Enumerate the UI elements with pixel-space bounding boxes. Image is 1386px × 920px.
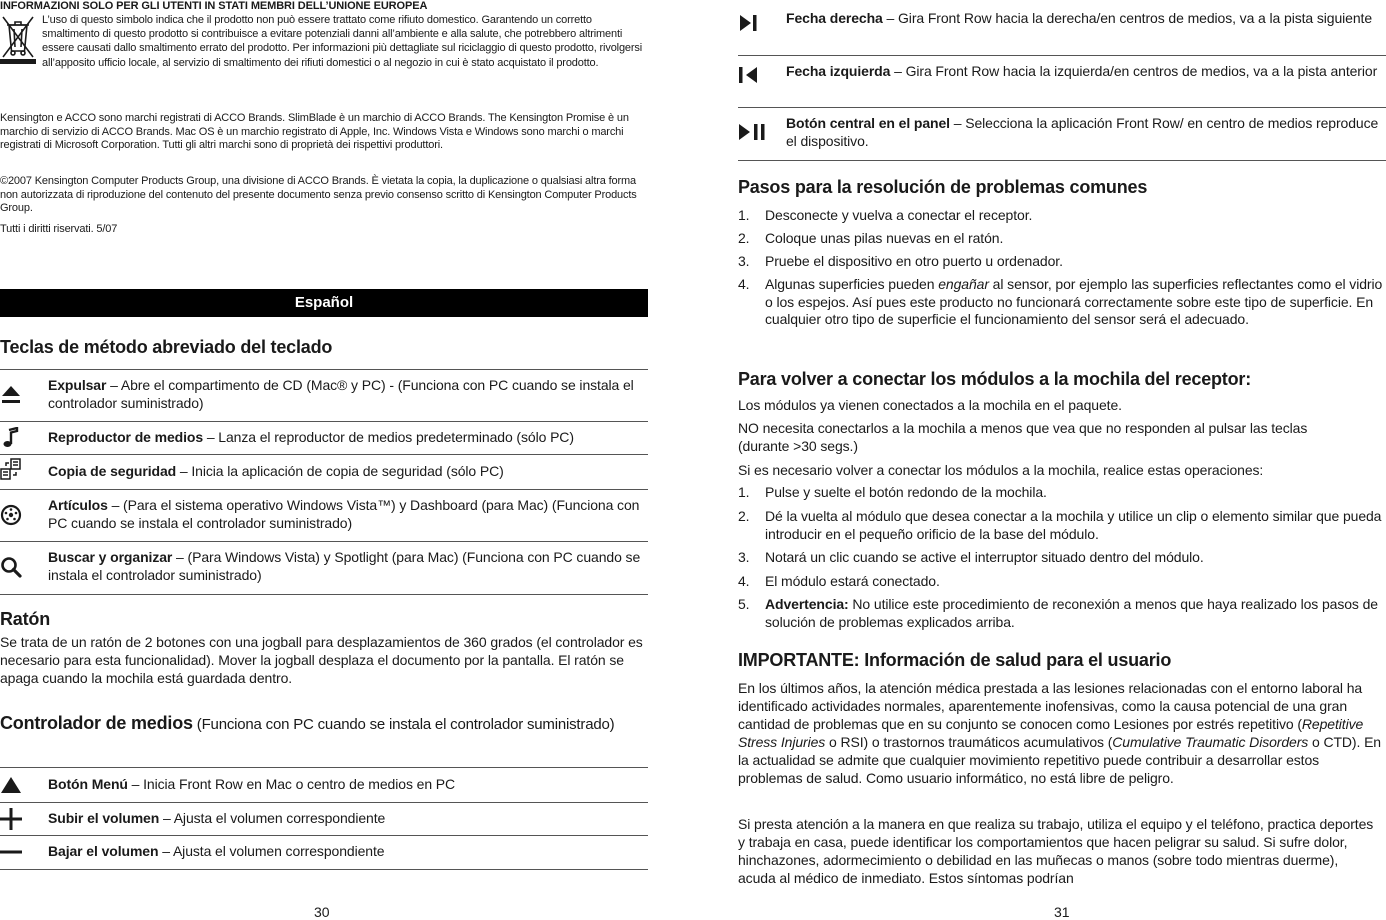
shortcut-label: Reproductor de medios <box>48 429 204 445</box>
language-band: Español <box>0 289 648 317</box>
health-heading: IMPORTANTE: Información de salud para el usuario <box>738 650 1172 670</box>
mouse-body: Se trata de un ratón de 2 botones con una jogball para desplazamientos de 360 grados (el controlador es necesario para esta funcionalidad). Mover la jogball desplaza el documento por la pantalla. El ratón se apaga cuando la mochila está guardada dentro. <box>0 634 643 686</box>
navigation-controls-table <box>738 2 1386 161</box>
reconnect-paragraph: Los módulos ya vienen conectados a la mochila en el paquete. <box>738 397 1122 413</box>
shortcut-desc: – Inicia la aplicación de copia de seguridad (sólo PC) <box>176 463 504 479</box>
shortcut-row-media-player <box>0 422 648 455</box>
reconnect-paragraph: NO necesita conectarlos a la mochila a menos que vea que no responden al pulsar las teclas (durante >30 segs.) <box>738 420 1308 454</box>
shortcuts-heading: Teclas de método abreviado del teclado <box>0 337 333 357</box>
health-paragraph: En los últimos años, la atención médica prestada a las lesiones relacionadas con el entorno laboral ha identificado actividades normales, aparentemente inofensivas, como la causa potencial de una gran cantidad de problemas que en su conjunto se conocen como Lesiones por estrés repetitivo (Repetitive Stress Injuries o RSI) o trastornos traumáticos acumulativos (Cumulative Traumatic Disorders o CTD). En la actualidad se admite que cualquier movimiento repetitivo puede contribuir a desarrollar estos problemas de salud. Como usuario informático, no está libre de peligro. <box>738 680 1381 786</box>
page-number-right: 31 <box>1054 904 1070 920</box>
nav-label: Fecha derecha <box>786 10 883 26</box>
media-heading-note: (Funciona con PC cuando se instala el controlador suministrado) <box>192 716 615 733</box>
shortcut-label: Expulsar <box>48 377 107 393</box>
shortcut-row-search <box>0 542 648 595</box>
backup-icon <box>0 458 22 480</box>
shortcut-row-eject <box>0 370 648 422</box>
minus-icon <box>0 841 22 863</box>
nav-label: Fecha izquierda <box>786 63 891 79</box>
media-desc: – Inicia Front Row en Mac o centro de medios en PC <box>127 776 456 792</box>
copyright-text: ©2007 Kensington Computer Products Group, una divisione di ACCO Brands. È vietata la copia, la duplicazione o qualsiasi altra forma non autorizzata di riproduzione del contenuto del presente documento senza previo consenso scritto di Kensington Computer Products Group. <box>0 175 637 215</box>
shortcut-desc: – Abre el compartimento de CD (Mac® y PC) - (Funciona con PC cuando se instala el controlador suministrado) <box>48 377 634 411</box>
mouse-heading: Ratón <box>0 609 50 629</box>
shortcut-row-widgets <box>0 490 648 542</box>
next-track-icon <box>738 12 760 34</box>
eject-icon <box>0 384 22 406</box>
eu-notice-title: INFORMAZIONI SOLO PER GLI UTENTI IN STATI MEMBRI DELL’UNIONE EUROPEA <box>0 0 428 12</box>
search-icon <box>0 556 22 578</box>
shortcut-desc: – Lanza el reproductor de medios predeterminado (sólo PC) <box>203 429 574 445</box>
nav-desc: – Gira Front Row hacia la izquierda/en centros de medios, va a la pista anterior <box>890 63 1378 79</box>
media-controls-table <box>0 767 648 870</box>
plus-icon <box>0 808 22 830</box>
troubleshoot-heading: Pasos para la resolución de problemas comunes <box>738 177 1148 197</box>
media-heading-title: Controlador de medios <box>0 713 193 733</box>
media-desc: – Ajusta el volumen correspondiente <box>159 810 386 826</box>
media-desc: – Ajusta el volumen correspondiente <box>158 843 385 859</box>
nav-row-right <box>738 2 1386 56</box>
reconnect-paragraph: Si es necesario volver a conectar los módulos a la mochila, realice estas operaciones: <box>738 462 1264 478</box>
nav-desc: – Gira Front Row hacia la derecha/en centros de medios, va a la pista siguiente <box>882 10 1373 26</box>
page-number-left: 30 <box>314 904 330 920</box>
shortcut-label: Buscar y organizar <box>48 549 173 565</box>
media-label: Subir el volumen <box>48 810 160 826</box>
crossed-bin-icon <box>0 13 36 65</box>
previous-track-icon <box>738 64 760 86</box>
media-label: Botón Menú <box>48 776 128 792</box>
play-pause-icon <box>738 121 768 143</box>
shortcut-label: Copia de seguridad <box>48 463 177 479</box>
media-row-volume-down <box>0 836 648 870</box>
music-note-icon <box>0 427 22 449</box>
eu-notice-body: L’uso di questo simbolo indica che il prodotto non può essere trattato come rifiuto domestico. Garantendo un corretto smaltimento di questo prodotto si contribuisce a evitare potenziali danni all’ambiente e alla salute, che potrebbero altrimenti essere causati dallo smaltimento errato del prodotto. Per informazioni più dettagliate sul riciclaggio di questo prodotto, rivolgersi all’apposito ufficio locale, al servizio di smaltimento dei rifiuti domestici o al negozio in cui è stato acquistato il prodotto. <box>42 14 643 69</box>
shortcuts-table <box>0 369 648 595</box>
shortcut-label: Artículos <box>48 497 108 513</box>
nav-label: Botón central en el panel <box>786 115 950 131</box>
nav-row-left <box>738 56 1386 108</box>
reconnect-heading: Para volver a conectar los módulos a la mochila del receptor: <box>738 369 1251 389</box>
menu-triangle-icon <box>0 774 22 796</box>
media-row-volume-up <box>0 803 648 836</box>
nav-desc: – Selecciona la aplicación Front Row/ en centro de medios reproduce el dispositivo. <box>786 115 1379 149</box>
shortcut-desc: – (Para el sistema operativo Windows Vista™) y Dashboard (para Mac) (Funciona con PC cuando se instala el controlador suministrado) <box>48 497 640 531</box>
rights-text: Tutti i diritti riservati. 5/07 <box>0 223 118 235</box>
media-heading <box>0 710 648 738</box>
trademarks-text: Kensington e ACCO sono marchi registrati di ACCO Brands. SlimBlade è un marchio di ACCO Brands. The Kensington Promise è un marchio di servizio di ACCO Brands. Mac OS è un marchio registrato di Apple, Inc. Windows Vista e Windows sono marchi o marchi registrati di Microsoft Corporation. Tutti gli altri marchi sono di proprietà dei rispettivi produttori. <box>0 112 629 152</box>
dashboard-icon <box>0 504 22 526</box>
shortcut-desc: – (Para Windows Vista) y Spotlight (para Mac) (Funciona con PC cuando se instala el controlador suministrado) <box>48 549 641 583</box>
health-paragraph: Si presta atención a la manera en que realiza su trabajo, utiliza el equipo y el teléfono, practica deportes y trabaja en casa, puede identificar los comportamientos que hacen peligrar su salud. Si sufre dolor, hinchazones, adormecimiento o debilidad en las muñecas o manos (sobre todo mientras duerme), acuda al médico de inmediato. Estos síntomas podrían <box>738 816 1374 886</box>
nav-row-center <box>738 108 1386 161</box>
media-label: Bajar el volumen <box>48 843 159 859</box>
media-row-menu <box>0 768 648 803</box>
shortcut-row-backup <box>0 455 648 490</box>
